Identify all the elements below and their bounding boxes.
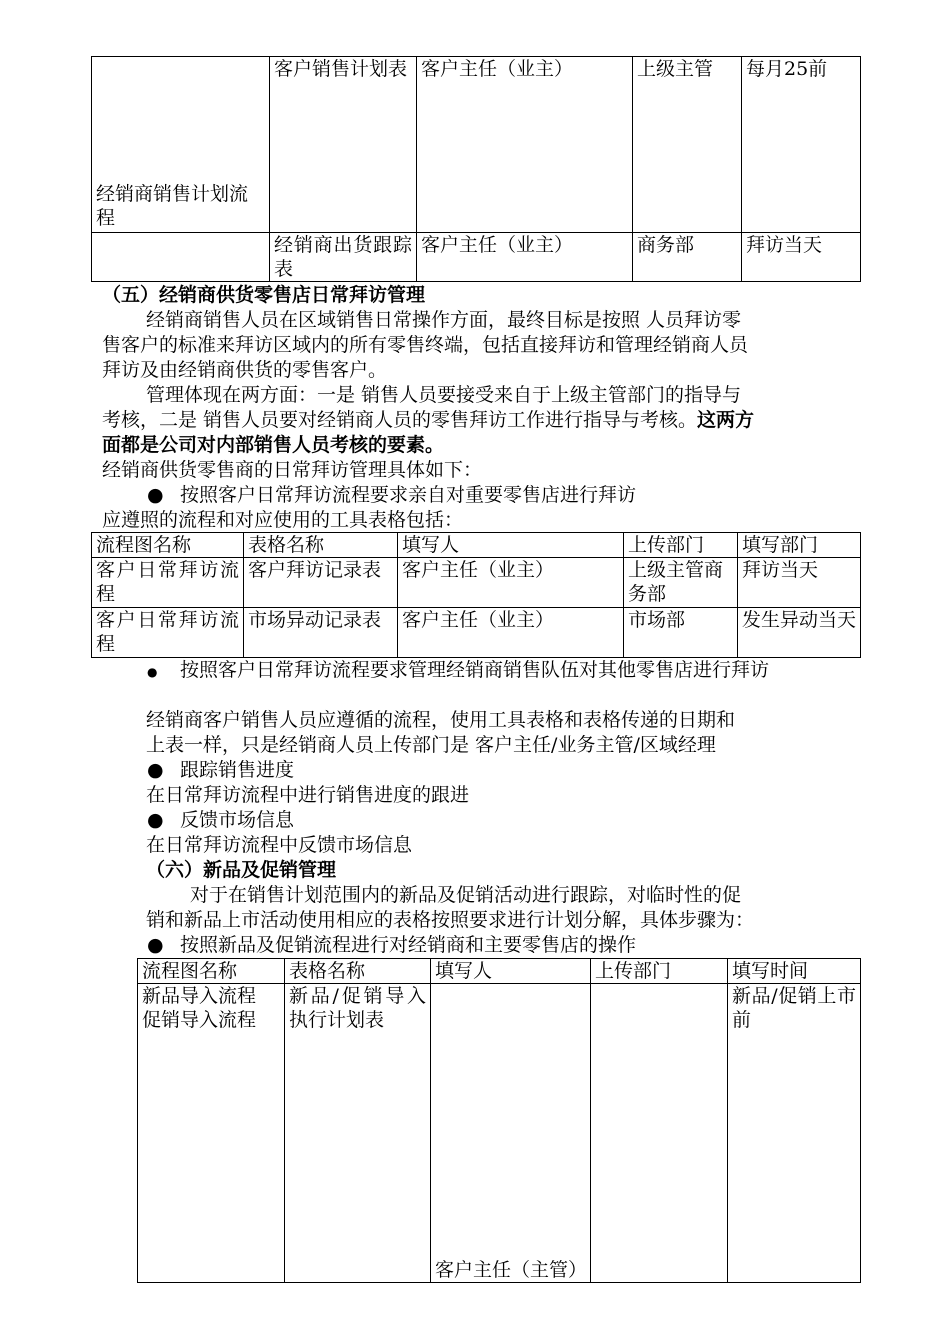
table-header-cell: 表格名称 — [285, 959, 431, 984]
table-cell-filler: 客户主任（业主） — [417, 57, 633, 233]
table-cell: 客户主任（业主） — [398, 608, 624, 658]
bullet-item: ● 反馈市场信息 — [147, 809, 295, 831]
table-row — [92, 558, 861, 608]
table-cell-filler: 客户主任（主管） — [431, 984, 591, 1283]
table-cell-filler: 客户主任（业主） — [417, 233, 633, 282]
table-cell: 客户拜访记录表 — [244, 558, 398, 608]
section-5-heading: （五）经销商供货零售店日常拜访管理 — [102, 284, 426, 306]
table-cell: 市场异动记录表 — [244, 608, 398, 658]
table-header-cell: 上传部门 — [591, 959, 728, 984]
table-cell: 拜访当天 — [738, 558, 861, 608]
paragraph-text: 考核，二是 销售人员要对经销商人员的零售拜访工作进行指导与考核。 — [102, 409, 698, 431]
note-line: 经销商客户销售人员应遵循的流程，使用工具表格和表格传递的日期和 — [146, 709, 736, 731]
table-header-cell: 填写人 — [398, 533, 624, 558]
bullet-item: ● 按照新品及促销流程进行对经销商和主要零售店的操作 — [147, 934, 637, 956]
visit-tools-table — [91, 532, 861, 658]
bullet-icon: ● — [147, 809, 164, 831]
table-row — [92, 57, 861, 233]
plan-flow-table — [91, 56, 861, 282]
bullet-icon: ● — [147, 759, 164, 781]
table-cell-flow: 经销商销售计划流程 — [92, 57, 270, 233]
bullet-item: ● 按照客户日常拜访流程要求管理经销商销售队伍对其他零售店进行拜访 — [147, 658, 857, 685]
bullet-icon: ● — [147, 484, 164, 506]
table-header-cell: 流程图名称 — [92, 533, 244, 558]
paragraph-line: 经销商销售人员在区域销售日常操作方面，最终目标是按照 人员拜访零 — [146, 309, 742, 331]
table-cell-form: 经销商出货跟踪表 — [270, 233, 417, 282]
bullet-item: ● 按照客户日常拜访流程要求亲自对重要零售店进行拜访 — [147, 484, 637, 506]
table-cell-flow — [92, 233, 270, 282]
paragraph-line: 管理体现在两方面：一是 销售人员要接受来自于上级主管部门的指导与 — [146, 384, 742, 406]
bullet-item: ● 跟踪销售进度 — [147, 759, 295, 781]
paragraph-line: 拜访及由经销商供货的零售客户。 — [102, 359, 388, 381]
table-cell-flow: 新品导入流程 促销导入流程 — [138, 984, 285, 1283]
note-line: 应遵照的流程和对应使用的工具表格包括： — [102, 509, 464, 531]
table-header-cell: 填写时间 — [728, 959, 861, 984]
table-header-cell: 表格名称 — [244, 533, 398, 558]
table-row — [92, 233, 861, 282]
table-header-cell: 填写部门 — [738, 533, 861, 558]
table-cell-form: 新品/促销导入执行计划表 — [285, 984, 431, 1283]
emphasis-line: 面都是公司对内部销售人员考核的要素。 — [102, 434, 445, 456]
table-cell: 发生异动当天 — [738, 608, 861, 658]
note-line: 上表一样，只是经销商人员上传部门是 客户主任/业务主管/区域经理 — [146, 734, 716, 756]
table-header-row — [92, 533, 861, 558]
paragraph-line: 对于在销售计划范围内的新品及促销活动进行跟踪，对临时性的促 — [190, 884, 742, 906]
table-cell: 市场部 — [624, 608, 738, 658]
emphasis-text: 这两方 — [697, 409, 755, 431]
table-cell: 上级主管商务部 — [624, 558, 738, 608]
paragraph-line: 销和新品上市活动使用相应的表格按照要求进行计划分解，具体步骤为： — [146, 909, 755, 931]
table-header-row — [138, 959, 861, 984]
table-header-cell: 流程图名称 — [138, 959, 285, 984]
table-cell-form: 客户销售计划表 — [270, 57, 417, 233]
table-cell-time: 拜访当天 — [742, 233, 861, 282]
paragraph-line — [102, 408, 852, 433]
table-cell: 客户日常拜访流程 — [92, 608, 244, 658]
table-row — [138, 984, 861, 1283]
table-cell-dept: 上级主管 — [633, 57, 742, 233]
table-header-cell: 填写人 — [431, 959, 591, 984]
section-6-heading: （六）新品及促销管理 — [146, 859, 337, 881]
note-line: 在日常拜访流程中反馈市场信息 — [146, 834, 413, 856]
table-header-cell: 上传部门 — [624, 533, 738, 558]
intro-line: 经销商供货零售商的日常拜访管理具体如下： — [102, 459, 483, 481]
promotion-flow-table — [137, 958, 861, 1283]
table-row — [92, 608, 861, 658]
note-line: 在日常拜访流程中进行销售进度的跟进 — [146, 784, 470, 806]
table-cell-dept: 商务部 — [633, 233, 742, 282]
table-cell-time: 新品/促销上市前 — [728, 984, 861, 1283]
paragraph-line: 售客户的标准来拜访区域内的所有零售终端，包括直接拜访和管理经销商人员 — [102, 334, 749, 356]
bullet-icon: ● — [147, 665, 158, 679]
table-cell: 客户日常拜访流程 — [92, 558, 244, 608]
bullet-icon: ● — [147, 934, 164, 956]
table-cell-dept — [591, 984, 728, 1283]
table-cell-time: 每月25前 — [742, 57, 861, 233]
table-cell: 客户主任（业主） — [398, 558, 624, 608]
